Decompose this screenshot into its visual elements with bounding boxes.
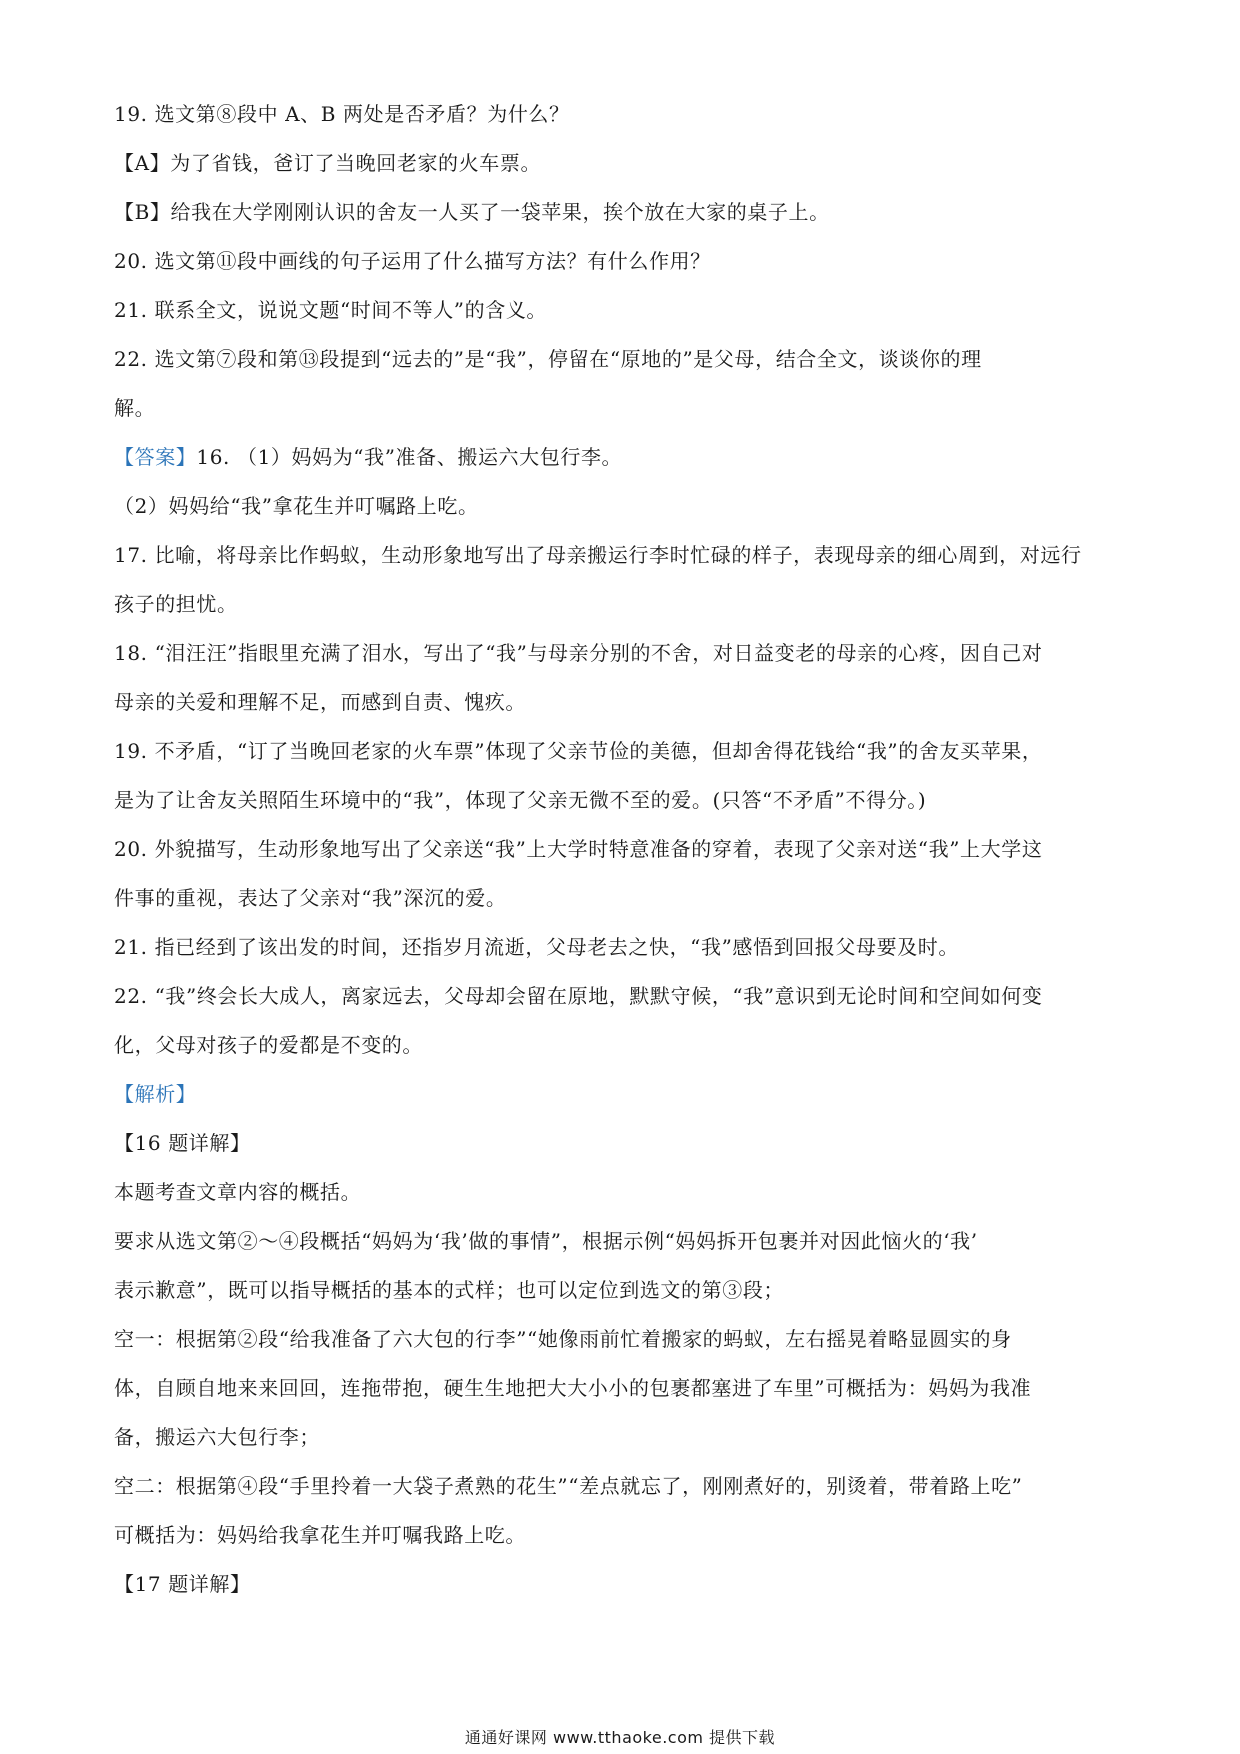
detail-16-blank-2-line: 空二：根据第④段“手里拎着一大袋子煮熟的花生”“差点就忘了，刚刚煮好的，别烫着，带着路上吃” <box>114 1474 1023 1498</box>
document-body <box>114 99 1134 1618</box>
answer-17 <box>114 540 1134 619</box>
question-19-option-a: 【A】为了省钱，爸订了当晚回老家的火车票。 <box>114 151 542 175</box>
answer-16-part-1 <box>114 442 1134 472</box>
page-footer: 通通好课网 www.tthaoke.com 提供下载 <box>464 1728 776 1747</box>
detail-16-intro: 本题考查文章内容的概括。 <box>114 1180 362 1204</box>
question-22-line: 解。 <box>114 396 156 420</box>
detail-16-blank-1-line: 体，自顾自地来来回回，连拖带抱，硬生生地把大大小小的包裹都塞进了车里”可概括为：妈妈为我准 <box>114 1376 1032 1400</box>
detail-17-title: 【17 题详解】 <box>114 1572 251 1596</box>
detail-16-requirement <box>114 1226 1134 1305</box>
analysis-label: 【解析】 <box>114 1082 197 1106</box>
answer-18-line: 18. “泪汪汪”指眼里充满了泪水，写出了“我”与母亲分别的不舍，对日益变老的母亲的心疼，因自己对 <box>114 641 1043 665</box>
question-22-line: 22. 选文第⑦段和第⑬段提到“远去的”是“我”，停留在“原地的”是父母，结合全文，谈谈你的理 <box>114 347 982 371</box>
detail-16-title: 【16 题详解】 <box>114 1131 251 1155</box>
answer-19-line: 19. 不矛盾，“订了当晚回老家的火车票”体现了父亲节俭的美德，但却舍得花钱给“我”的舍友买苹果， <box>114 739 1043 763</box>
answer-17-line: 17. 比喻，将母亲比作蚂蚁，生动形象地写出了母亲搬运行李时忙碌的样子，表现母亲的细心周到，对远行 <box>114 543 1082 567</box>
detail-16-blank-2-line: 可概括为：妈妈给我拿花生并叮嘱我路上吃。 <box>114 1523 526 1547</box>
question-21: 21. 联系全文，说说文题“时间不等人”的含义。 <box>114 298 548 322</box>
answer-18-line: 母亲的关爱和理解不足，而感到自责、愧疚。 <box>114 690 526 714</box>
answer-20 <box>114 834 1134 913</box>
detail-16-blank-1 <box>114 1324 1134 1452</box>
question-19-option-b: 【B】给我在大学刚刚认识的舍友一人买了一袋苹果，挨个放在大家的桌子上。 <box>114 200 830 224</box>
answer-17-line: 孩子的担忧。 <box>114 592 238 616</box>
answer-16-part-2: （2）妈妈给“我”拿花生并叮嘱路上吃。 <box>114 494 479 518</box>
detail-16-requirement-line: 要求从选文第②～④段概括“妈妈为‘我’做的事情”，根据示例“妈妈拆开包裹并对因此恼火的‘我’ <box>114 1229 978 1253</box>
answer-18 <box>114 638 1134 717</box>
answer-20-line: 件事的重视，表达了父亲对“我”深沉的爱。 <box>114 886 507 910</box>
answer-22-line: 化，父母对孩子的爱都是不变的。 <box>114 1033 423 1057</box>
detail-16-blank-1-line: 备，搬运六大包行李； <box>114 1425 320 1449</box>
detail-16-blank-2 <box>114 1471 1134 1550</box>
answer-19 <box>114 736 1134 815</box>
answer-label: 【答案】 <box>114 445 197 469</box>
answer-22 <box>114 981 1134 1060</box>
question-22 <box>114 344 1134 423</box>
answer-19-line: 是为了让舍友关照陌生环境中的“我”，体现了父亲无微不至的爱。(只答“不矛盾”不得分。) <box>114 788 927 812</box>
detail-16-blank-1-line: 空一：根据第②段“给我准备了六大包的行李”“她像雨前忙着搬家的蚂蚁，左右摇晃着略显圆实的身 <box>114 1327 1012 1351</box>
detail-16-requirement-line: 表示歉意”，既可以指导概括的基本的式样；也可以定位到选文的第③段； <box>114 1278 785 1302</box>
question-20: 20. 选文第⑪段中画线的句子运用了什么描写方法？有什么作用？ <box>114 249 711 273</box>
answer-20-line: 20. 外貌描写，生动形象地写出了父亲送“我”上大学时特意准备的穿着，表现了父亲对送“我”上大学这 <box>114 837 1043 861</box>
answer-16-text: 16. （1）妈妈为“我”准备、搬运六大包行李。 <box>196 445 623 469</box>
answer-22-line: 22. “我”终会长大成人，离家远去，父母却会留在原地，默默守候，“我”意识到无论时间和空间如何变 <box>114 984 1043 1008</box>
answer-21: 21. 指已经到了该出发的时间，还指岁月流逝，父母老去之快，“我”感悟到回报父母要及时。 <box>114 935 960 959</box>
question-19: 19. 选文第⑧段中 A、B 两处是否矛盾？为什么？ <box>114 102 570 126</box>
